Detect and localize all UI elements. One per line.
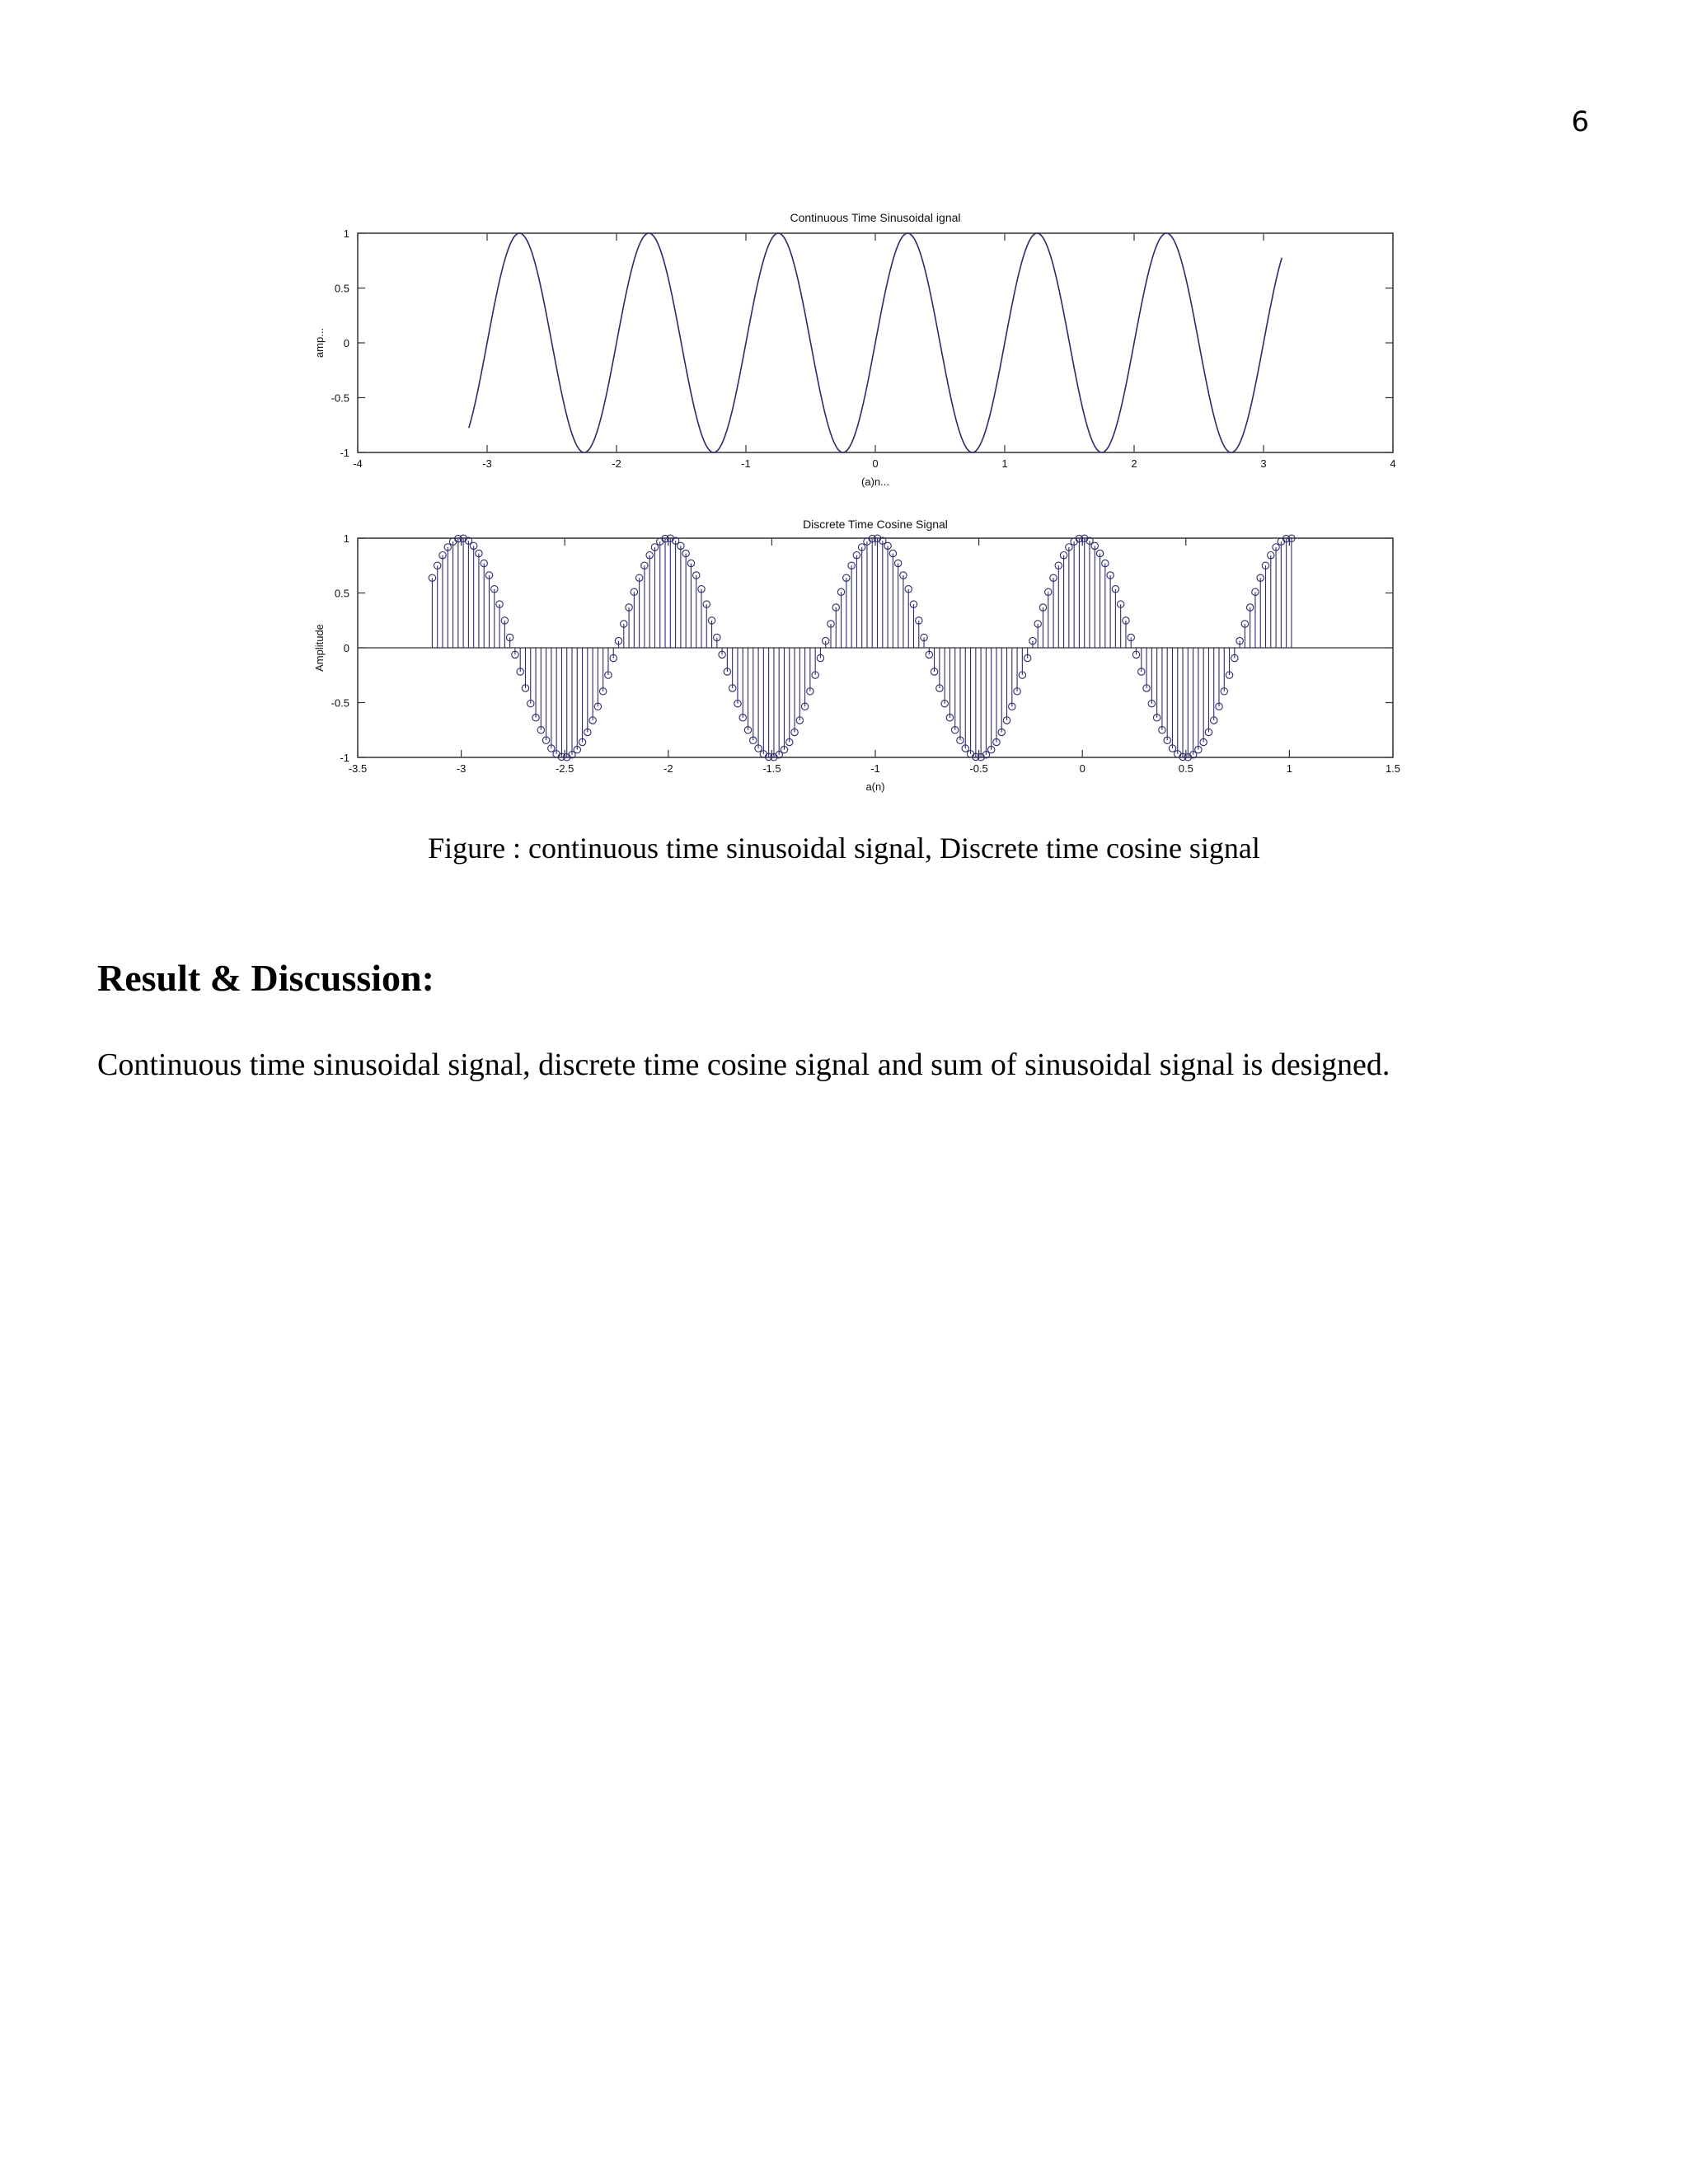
chart2-ytick-label: 0	[343, 642, 349, 654]
chart1-title: Continuous Time Sinusoidal ignal	[790, 211, 961, 224]
chart2-xtick-label: 0	[1079, 762, 1085, 775]
chart2-ticks	[331, 532, 1400, 775]
chart1-xtick-label: 4	[1390, 457, 1396, 470]
section-heading: Result & Discussion:	[97, 957, 434, 999]
chart1-xtick-label: -1	[741, 457, 751, 470]
continuous-time-chart	[313, 211, 1396, 488]
chart2-xtick-label: 0.5	[1178, 762, 1193, 775]
section-body: Continuous time sinusoidal signal, discrete time cosine signal and sum of sinusoidal signal is designed.	[97, 1047, 1390, 1082]
chart2-xtick-label: -1	[870, 762, 880, 775]
chart1-xlabel: (a)n...	[861, 476, 889, 488]
chart2-xtick-label: -3	[456, 762, 467, 775]
figure-caption: Figure : continuous time sinusoidal signal, Discrete time cosine signal	[428, 832, 1260, 865]
chart1-ytick-label: -1	[340, 447, 349, 459]
chart1-xtick-label: -4	[353, 457, 363, 470]
figure-svg	[297, 202, 1409, 804]
chart2-xtick-label: 1	[1286, 762, 1293, 775]
chart1-ytick-label: -0.5	[331, 391, 349, 405]
chart2-xtick-label: -1.5	[762, 762, 781, 775]
chart1-xtick-label: -2	[612, 457, 621, 470]
page-number: 6	[1571, 105, 1589, 138]
chart2-ytick-label: 1	[343, 532, 349, 545]
chart2-xtick-label: -2	[663, 762, 673, 775]
chart1-ytick-label: 1	[343, 227, 349, 240]
chart2-ytick-label: -1	[340, 752, 349, 764]
chart1-xtick-label: 2	[1131, 457, 1137, 470]
chart1-ytick-label: 0.5	[334, 282, 349, 295]
chart1-ylabel: amp...	[313, 327, 326, 359]
chart1-xtick-label: 1	[1001, 457, 1008, 470]
chart1-xtick-label: -3	[482, 457, 492, 470]
chart1-series-line	[469, 233, 1282, 452]
chart2-ytick-label: 0.5	[334, 587, 349, 600]
chart2-ylabel: Amplitude	[313, 624, 326, 672]
chart2-title: Discrete Time Cosine Signal	[803, 518, 948, 531]
chart2-xtick-label: -3.5	[348, 762, 368, 775]
chart2-xlabel: a(n)	[865, 780, 885, 793]
chart1-xtick-label: 3	[1260, 457, 1267, 470]
discrete-time-chart	[313, 518, 1400, 793]
chart2-ytick-label: -0.5	[331, 696, 349, 710]
chart2-xtick-label: -2.5	[555, 762, 574, 775]
figure	[297, 202, 1409, 804]
chart2-xtick-label: -0.5	[969, 762, 988, 775]
chart1-xtick-label: 0	[872, 457, 879, 470]
chart2-xtick-label: 1.5	[1385, 762, 1401, 775]
chart1-ytick-label: 0	[343, 337, 349, 349]
chart1-ticks	[331, 227, 1396, 470]
